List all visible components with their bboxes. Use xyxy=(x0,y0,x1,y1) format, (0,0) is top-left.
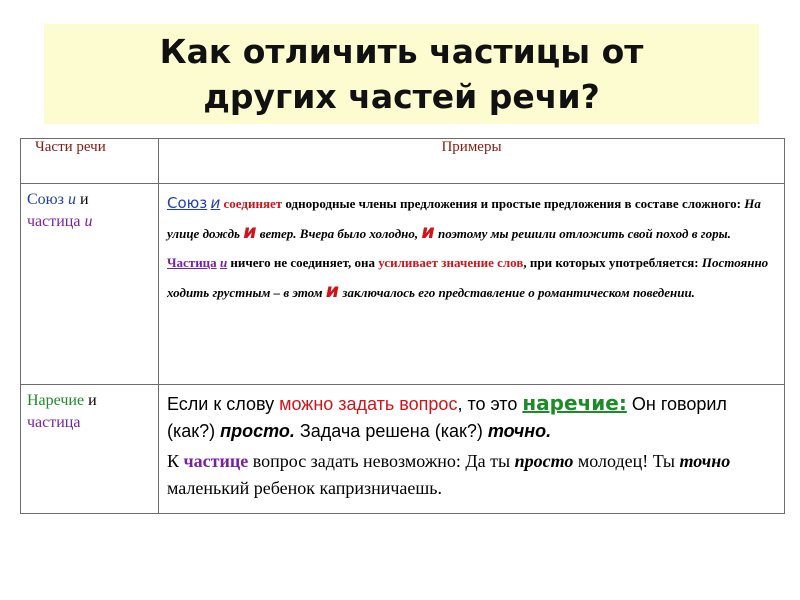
header-examples: Примеры xyxy=(159,139,785,184)
narechie-text-4: Задача решена (как?) xyxy=(294,421,488,441)
example-2-i: и xyxy=(421,221,435,243)
example-3: Постоянно ходить грустным – в этом xyxy=(167,255,769,300)
label-and-2: и xyxy=(88,392,97,409)
chastitsa-text-1: К xyxy=(167,451,184,471)
narechie-text-1: Если к слову xyxy=(167,394,280,414)
example-3b: заключалось его представление о романтическом поведении. xyxy=(339,285,695,300)
chastitsa-term: Частица xyxy=(167,255,217,270)
example-1b: ветер. Вчера было холодно, xyxy=(256,226,422,241)
chastitsa-question-paragraph xyxy=(167,448,776,502)
label-chastitsa-2: частица xyxy=(27,414,81,431)
question-term: можно задать вопрос xyxy=(279,394,458,414)
comparison-table xyxy=(20,138,785,514)
row2-examples-cell xyxy=(159,385,785,514)
chastitsa-text-4: маленький ребенок капризничаешь. xyxy=(167,478,442,498)
table-header-row xyxy=(21,139,785,184)
table-row xyxy=(21,385,785,514)
tochno-1: точно. xyxy=(487,421,552,441)
narechie-term: наречие: xyxy=(522,391,627,415)
row2-label-cell xyxy=(21,385,159,514)
label-narechie: Наречие xyxy=(27,392,85,409)
label-chastitsa: частица xyxy=(27,213,81,230)
chastitsa-paragraph xyxy=(167,248,776,307)
label-i-2: и xyxy=(84,213,93,230)
soyuz-term: Союз xyxy=(167,194,208,212)
soyuz-i: и xyxy=(210,194,221,212)
row1-examples-cell xyxy=(159,184,785,385)
soedinyaet-term: соединяет xyxy=(223,196,283,211)
example-3-i: и xyxy=(325,280,340,302)
example-1: На улице дождь xyxy=(167,196,761,241)
row1-label-cell xyxy=(21,184,159,385)
example-2: поэтому мы решили отложить свой поход в горы. xyxy=(434,226,731,241)
chastitsa-text-2: вопрос задать невозможно: Да ты xyxy=(248,451,515,471)
page-title: Как отличить частицы от других частей речи? xyxy=(159,32,644,116)
table-row xyxy=(21,184,785,385)
usilivaet-term: усиливает значение слов xyxy=(378,255,524,270)
soyuz-definition: однородные члены предложения и простые предложения в составе сложного: xyxy=(282,196,745,211)
chastitsa-definition: ничего не соединяет, она xyxy=(227,255,379,270)
label-soyuz: Союз xyxy=(27,191,64,208)
chastitse-term: частице xyxy=(183,451,249,471)
header-parts-of-speech: Части речи xyxy=(21,139,159,184)
prosto-2: просто xyxy=(514,451,574,471)
label-and: и xyxy=(79,191,89,208)
tochno-2: точно xyxy=(679,451,731,471)
label-i: и xyxy=(67,191,76,208)
narechie-text-2: , то это xyxy=(457,394,523,414)
chastitsa-definition-2: , при которых употребляется: xyxy=(523,255,702,270)
narechie-paragraph xyxy=(167,390,776,445)
prosto-1: просто. xyxy=(220,421,295,441)
soyuz-paragraph xyxy=(167,189,776,248)
narechie-text-3: Он говорил (как?) xyxy=(167,394,727,441)
title-banner xyxy=(44,24,759,124)
chastitsa-i: и xyxy=(219,255,228,270)
chastitsa-text-3: молодец! Ты xyxy=(573,451,680,471)
example-1-i: и xyxy=(243,221,257,243)
